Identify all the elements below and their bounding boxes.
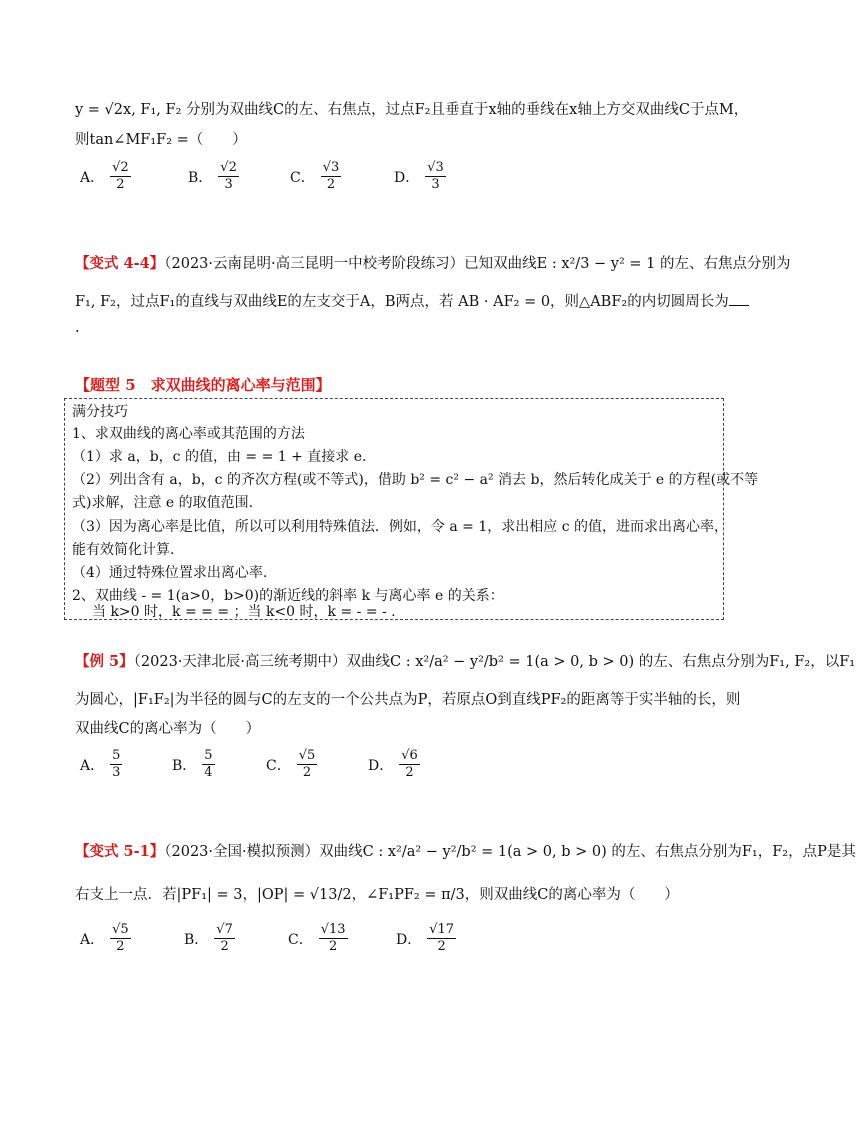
- option-label: D．: [368, 757, 394, 774]
- option-fraction: $\frac{√6}{2}$: [401, 748, 418, 780]
- option-label: D．: [394, 169, 420, 186]
- variant51-source: （2023·全国·模拟预测）: [164, 844, 320, 860]
- tips-item: 1、求双曲线的离心率或其范围的方法: [72, 426, 305, 442]
- prev-problem-line2: 则tan∠MF₁F₂ =（ ）: [75, 132, 247, 148]
- option-label: D．: [396, 931, 422, 948]
- tips-item: 当 k>0 时，k = = = ；当 k<0 时，k = - = - .: [92, 604, 396, 620]
- option-a[interactable]: [80, 922, 184, 955]
- example5-line2: 为圆心，|F₁F₂|为半径的圆与C的左支的一个公共点为P，若原点O到直线PF₂的距离等于实半轴的长，则: [75, 692, 741, 708]
- option-b[interactable]: [188, 160, 290, 193]
- variant51-line2: 右支上一点．若|PF₁| = 3，|OP| = √13/2，∠F₁PF₂ = π/3，则双曲线C的离心率为（ ）: [75, 887, 679, 903]
- option-a[interactable]: [80, 160, 188, 193]
- option-b[interactable]: [184, 922, 288, 955]
- variant44-text1: 已知双曲线E : x²/3 − y² = 1 的左、右焦点分别为: [464, 256, 791, 272]
- prev-problem-options: [80, 160, 474, 193]
- example5-tag: 【例 5】: [75, 653, 134, 670]
- option-fraction: $\frac{5}{4}$: [204, 748, 213, 780]
- tips-item: （1）求 a，b，c 的值，由 = = 1 + 直接求 e.: [72, 449, 367, 465]
- option-a[interactable]: [80, 748, 172, 781]
- variant51-text1: 双曲线C : x²/a² − y²/b² = 1(a > 0, b > 0) 的左、右焦点分别为F₁，F₂，点P是其: [319, 844, 856, 860]
- option-fraction: $\frac{√7}{2}$: [216, 922, 233, 954]
- variant51-options: [80, 922, 476, 955]
- option-label: C．: [288, 931, 313, 948]
- option-label: A．: [80, 931, 105, 948]
- option-label: C．: [290, 169, 315, 186]
- option-fraction: $\frac{√5}{2}$: [112, 922, 129, 954]
- option-c[interactable]: [290, 160, 394, 193]
- option-c[interactable]: [266, 748, 368, 781]
- option-label: A．: [80, 757, 105, 774]
- variant44-line2: [75, 292, 749, 312]
- tips-item: （3）因为离心率是比值，所以可以利用特殊值法．例如，令 a = 1，求出相应 c 的值，进而求出离心率，: [72, 519, 728, 535]
- prev-problem-line1: y = √2x, F₁, F₂ 分别为双曲线C的左、右焦点，过点F₂且垂直于x轴的垂线在x轴上方交双曲线C于点M，: [75, 102, 749, 118]
- variant44-line1: [75, 254, 791, 274]
- tips-item: 2、双曲线 - = 1(a>0，b>0)的渐近线的斜率 k 与离心率 e 的关系：: [72, 588, 504, 604]
- option-fraction: $\frac{√13}{2}$: [320, 922, 346, 954]
- example5-options: [80, 748, 448, 781]
- example5-line3: 双曲线C的离心率为（ ）: [75, 721, 261, 737]
- variant44-source: （2023·云南昆明·高三昆明一中校考阶段练习）: [164, 256, 465, 272]
- option-d[interactable]: [396, 922, 476, 955]
- option-fraction: $\frac{√3}{2}$: [322, 160, 340, 192]
- variant51-tag: 【变式 5-1】: [75, 843, 165, 860]
- variant44-line3: .: [75, 320, 80, 336]
- answer-blank[interactable]: [729, 305, 749, 306]
- option-label: B．: [184, 931, 209, 948]
- variant51-line1: [75, 842, 856, 862]
- option-fraction: $\frac{√3}{3}$: [427, 160, 444, 192]
- option-d[interactable]: [368, 748, 448, 781]
- tips-item: 式)求解，注意 e 的取值范围.: [72, 495, 254, 511]
- option-b[interactable]: [172, 748, 266, 781]
- option-label: A．: [80, 169, 105, 186]
- option-fraction: $\frac{√5}{2}$: [298, 748, 316, 780]
- option-fraction: $\frac{5}{3}$: [112, 748, 121, 780]
- tips-item: （4）通过特殊位置求出离心率.: [72, 565, 268, 581]
- section5-title: 【题型 5 求双曲线的离心率与范围】: [75, 376, 331, 394]
- example5-line1: [75, 652, 855, 672]
- option-d[interactable]: [394, 160, 474, 193]
- variant44-tag: 【变式 4-4】: [75, 255, 165, 272]
- option-fraction: $\frac{√2}{2}$: [112, 160, 129, 192]
- example5-source: （2023·天津北辰·高三统考期中）: [133, 654, 347, 670]
- option-label: B．: [172, 757, 197, 774]
- option-c[interactable]: [288, 922, 396, 955]
- option-fraction: $\frac{√2}{3}$: [220, 160, 237, 192]
- variant44-text2: F₁, F₂，过点F₁的直线与双曲线E的左支交于A，B两点，若 AB · AF₂ = 0，则△ABF₂的内切圆周长为: [75, 294, 729, 310]
- option-label: C．: [266, 757, 291, 774]
- example5-text1: 双曲线C : x²/a² − y²/b² = 1(a > 0, b > 0) 的左、右焦点分别为F₁, F₂，以F₁: [346, 654, 856, 670]
- option-label: B．: [188, 169, 213, 186]
- option-fraction: $\frac{√17}{2}$: [429, 922, 455, 954]
- tips-item: 能有效简化计算.: [72, 542, 175, 558]
- tips-heading: 满分技巧: [72, 404, 128, 420]
- tips-item: （2）列出含有 a，b，c 的齐次方程(或不等式)，借助 b² = c² − a² 消去 b，然后转化成关于 e 的方程(或不等: [72, 472, 759, 488]
